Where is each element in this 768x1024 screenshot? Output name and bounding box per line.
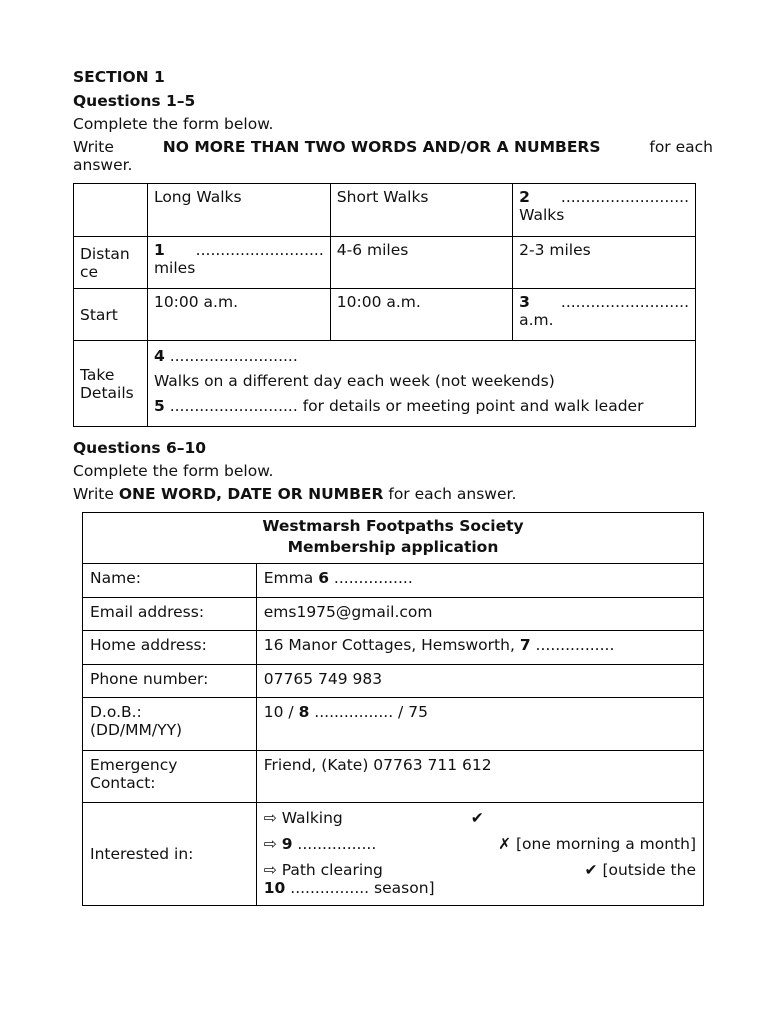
home-value <box>256 631 703 665</box>
walks-table <box>73 183 696 427</box>
q2-bold-rule: ONE WORD, DATE OR NUMBER <box>118 485 384 503</box>
header-third-walks <box>513 184 696 237</box>
email-label: Email address: <box>83 598 257 631</box>
answer-9-number: 9 <box>281 835 293 853</box>
emergency-label <box>83 751 257 803</box>
membership-table <box>82 512 704 906</box>
dob-value <box>256 698 703 751</box>
dob-label-line2: (DD/MM/YY) <box>90 721 183 739</box>
table-row <box>83 803 704 906</box>
name-label: Name: <box>83 564 257 598</box>
answer-2-number: 2 <box>519 188 530 206</box>
start-label: Start <box>74 289 148 341</box>
start-short: 10:00 a.m. <box>330 289 512 341</box>
q2-instruction: Complete the form below. <box>73 462 274 480</box>
check-icon: ✔ <box>470 809 484 827</box>
emergency-label-line2: Contact: <box>90 774 156 792</box>
q1-instruction: Complete the form below. <box>73 115 274 133</box>
q1-tail2: answer. <box>73 156 133 174</box>
distance-label: Distan ce <box>74 237 148 289</box>
name-pre: Emma <box>263 569 314 587</box>
answer-6-blank: ................ <box>333 569 413 587</box>
answer-6-number: 6 <box>318 569 329 587</box>
table-row <box>83 513 704 564</box>
header-long-walks: Long Walks <box>147 184 330 237</box>
answer-3-blank: .......................... <box>560 293 689 311</box>
interest-path-clearing: Path clearing <box>281 861 383 879</box>
header-empty <box>74 184 148 237</box>
arrow-icon: ⇨ <box>263 861 277 879</box>
answer-2-blank: .......................... <box>560 188 689 206</box>
table-row <box>83 751 704 803</box>
q1-tail: for each <box>649 138 713 156</box>
interest-label: Interested in: <box>83 803 257 906</box>
answer-1-number: 1 <box>153 241 165 259</box>
dob-post: ................ / 75 <box>314 703 428 721</box>
answer-9-blank: ................ <box>297 835 377 853</box>
answer-7-number: 7 <box>519 636 531 654</box>
table-row <box>83 631 704 665</box>
emergency-value: Friend, (Kate) 07763 711 612 <box>256 751 703 803</box>
table-row <box>83 598 704 631</box>
questions-1-5-heading: Questions 1–5 <box>73 92 196 110</box>
form-title-line2: Membership application <box>287 538 499 556</box>
q1-write: Write <box>73 138 114 156</box>
home-label: Home address: <box>83 631 257 665</box>
interest-path-mark: ✔ [outside the <box>584 861 696 879</box>
distance-third: 2-3 miles <box>513 237 696 289</box>
arrow-icon: ⇨ <box>263 809 277 827</box>
section-title: SECTION 1 <box>73 68 165 86</box>
take-details-content <box>147 341 695 427</box>
dob-label-line1: D.o.B.: <box>90 703 142 721</box>
q2-write-line <box>73 485 516 503</box>
table-row <box>83 564 704 598</box>
table-row <box>74 289 696 341</box>
email-value: ems1975@gmail.com <box>256 598 703 631</box>
home-pre: 16 Manor Cottages, Hemsworth, <box>263 636 515 654</box>
table-row <box>83 665 704 698</box>
questions-6-10-heading: Questions 6–10 <box>73 439 207 457</box>
start-third-unit: a.m. <box>519 311 554 329</box>
take-details-label: Take Details <box>74 341 148 427</box>
header-third-word: Walks <box>519 206 565 224</box>
phone-value: 07765 749 983 <box>256 665 703 698</box>
take-details-line2: Walks on a different day each week (not weekends) <box>153 372 555 390</box>
q2-write: Write <box>73 485 114 503</box>
answer-3-number: 3 <box>519 293 530 311</box>
distance-short: 4-6 miles <box>330 237 512 289</box>
answer-7-blank: ................ <box>535 636 615 654</box>
q1-bold-rule: NO MORE THAN TWO WORDS AND/OR A NUMBERS <box>162 138 601 156</box>
name-value <box>256 564 703 598</box>
answer-8-number: 8 <box>298 703 310 721</box>
header-short-walks: Short Walks <box>330 184 512 237</box>
answer-4-blank: .......................... <box>169 347 298 365</box>
arrow-icon: ⇨ <box>263 835 277 853</box>
answer-1-blank: .......................... <box>195 241 324 259</box>
dob-label <box>83 698 257 751</box>
emergency-label-line1: Emergency <box>90 756 178 774</box>
interest-value <box>256 803 703 906</box>
table-row <box>74 184 696 237</box>
answer-5-number: 5 <box>153 397 165 415</box>
interest-9-mark: ✗ [one morning a month] <box>498 835 696 853</box>
answer-10-text: ................ season] <box>290 879 435 897</box>
form-title-line1: Westmarsh Footpaths Society <box>262 517 524 535</box>
answer-5-text: .......................... for details or meeting point and walk leader <box>169 397 644 415</box>
interest-walking: Walking <box>281 809 343 827</box>
dob-pre: 10 / <box>263 703 294 721</box>
distance-long-unit: miles <box>153 259 196 277</box>
q2-tail: for each answer. <box>388 485 517 503</box>
form-title <box>83 513 704 564</box>
start-long: 10:00 a.m. <box>147 289 330 341</box>
distance-long <box>147 237 330 289</box>
table-row <box>74 237 696 289</box>
answer-10-number: 10 <box>263 879 286 897</box>
q1-write-line <box>73 138 713 156</box>
table-row <box>83 698 704 751</box>
start-third <box>513 289 696 341</box>
phone-label: Phone number: <box>83 665 257 698</box>
answer-4-number: 4 <box>153 347 165 365</box>
table-row <box>74 341 696 427</box>
